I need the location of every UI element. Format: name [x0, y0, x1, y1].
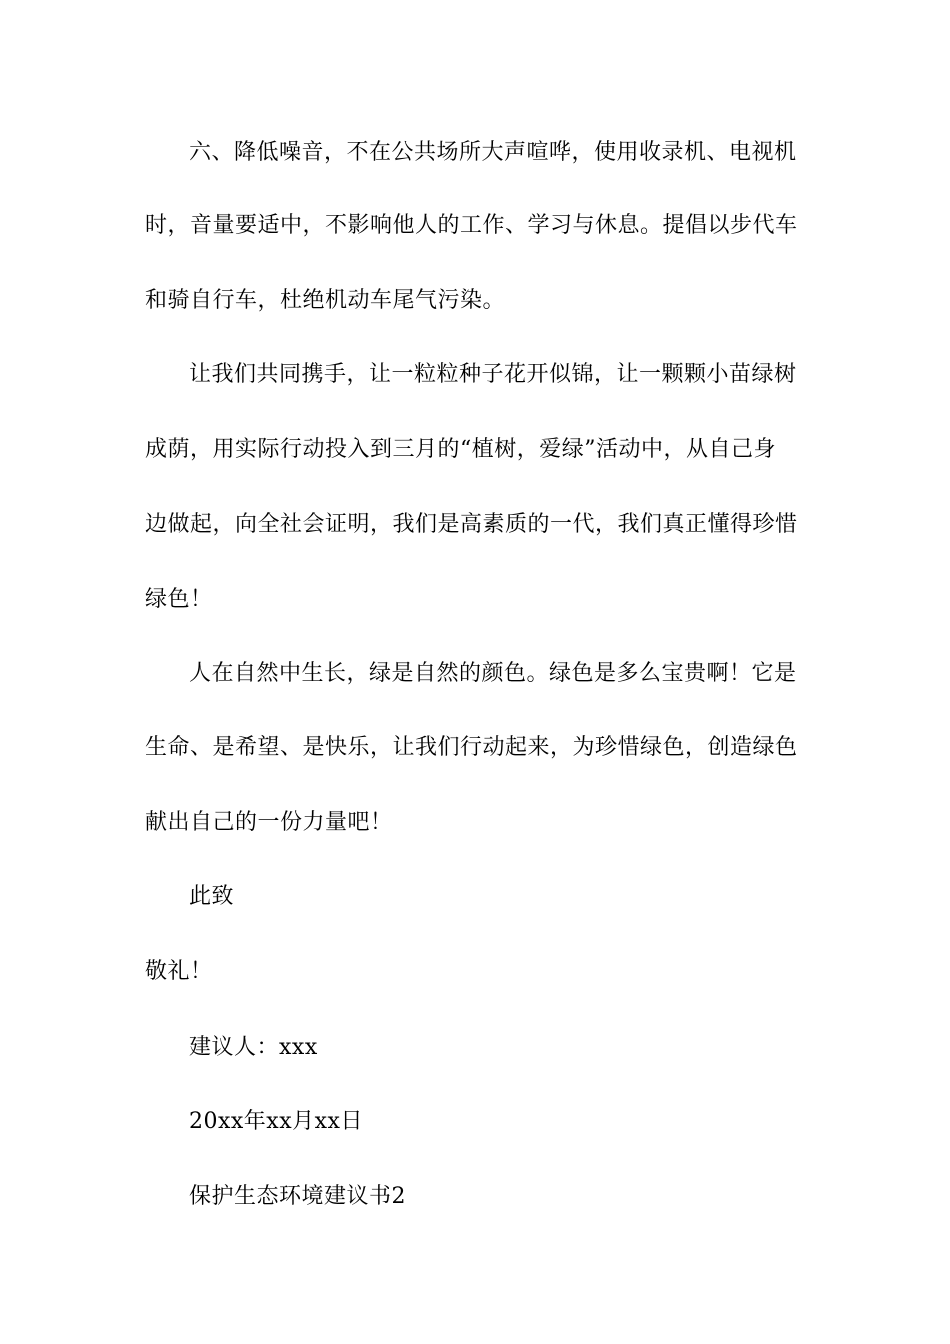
document-date: 20xx年xx月xx日 — [189, 1109, 363, 1134]
paragraph-together-line-1: 让我们共同携手，让一粒粒种子花开似锦，让一颗颗小苗绿树 — [189, 362, 797, 387]
closing-salutation: 此致 — [189, 884, 235, 909]
paragraph-6-line-2: 时，音量要适中，不影响他人的工作、学习与休息。提倡以步代车 — [145, 213, 798, 238]
paragraph-nature-line-3: 献出自己的一份力量吧！ — [145, 810, 393, 835]
paragraph-nature-line-2: 生命、是希望、是快乐，让我们行动起来，为珍惜绿色，创造绿色 — [145, 735, 798, 760]
paragraph-together-line-4: 绿色！ — [145, 587, 213, 612]
paragraph-nature-line-1: 人在自然中生长，绿是自然的颜色。绿色是多么宝贵啊！它是 — [189, 661, 797, 686]
proposer-signature: 建议人：xxx — [189, 1035, 318, 1060]
paragraph-together-line-2: 成荫，用实际行动投入到三月的“植树，爱绿”活动中，从自己身 — [145, 437, 776, 462]
paragraph-6-line-3: 和骑自行车，杜绝机动车尾气污染。 — [145, 288, 506, 313]
paragraph-together-line-3: 边做起，向全社会证明，我们是高素质的一代，我们真正懂得珍惜 — [145, 512, 798, 537]
paragraph-6-line-1: 六、降低噪音，不在公共场所大声喧哗，使用收录机、电视机 — [189, 140, 797, 165]
closing-regards: 敬礼！ — [145, 959, 213, 984]
next-section-title: 保护生态环境建议书2 — [189, 1184, 406, 1209]
